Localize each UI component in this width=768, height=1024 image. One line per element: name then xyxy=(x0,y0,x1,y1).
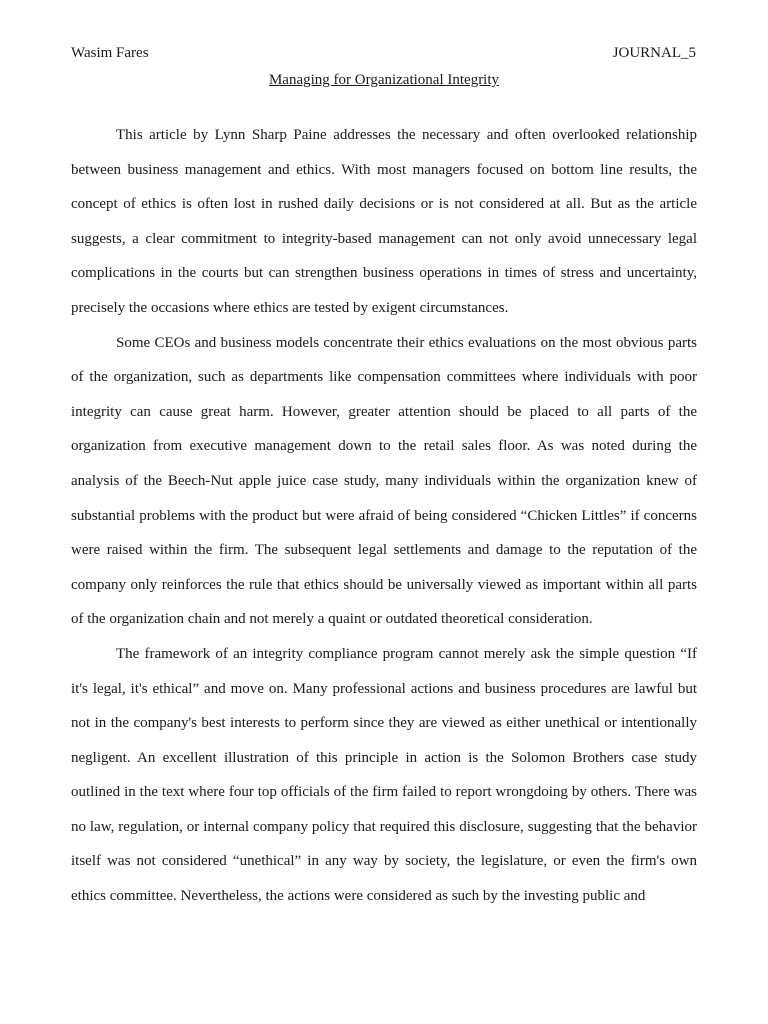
journal-label: JOURNAL_5 xyxy=(612,45,696,61)
paragraph-2: Some CEOs and business models concentrate their ethics evaluations on the most obvious parts of the organization, such as departments like compensation committees where individuals with poor integrity can cause great harm. However, greater attention should be placed to all parts of the organization from executive management down to the retail sales floor. As was noted during the analysis of the Beech-Nut apple juice case study, many individuals within the organization knew of substantial problems with the product but were afraid of being considered “Chicken Littles” if concerns were raised within the firm. The subsequent legal settlements and damage to the reputation of the company only reinforces the rule that ethics should be universally viewed as important within all parts of the organization chain and not merely a quaint or outdated theoretical consideration. xyxy=(71,334,697,628)
document-body xyxy=(71,118,697,914)
author-name: Wasim Fares xyxy=(71,45,149,61)
document-title-text: Managing for Organizational Integrity xyxy=(268,72,500,88)
document-title xyxy=(0,71,768,89)
paragraph-1: This article by Lynn Sharp Paine addresses the necessary and often overlooked relationship between business management and ethics. With most managers focused on bottom line results, the concept of ethics is often lost in rushed daily decisions or is not considered at all. But as the article suggests, a clear commitment to integrity-based management can not only avoid unnecessary legal complications in the courts but can strengthen business operations in times of stress and uncertainty, precisely the occasions where ethics are tested by exigent circumstances. xyxy=(71,127,697,316)
paragraph-3: The framework of an integrity compliance program cannot merely ask the simple question “If it's legal, it's ethical” and move on. Many professional actions and business procedures are lawful but not in the company's best interests to perform since they are viewed as either unethical or intentionally negligent. An excellent illustration of this principle in action is the Solomon Brothers case study outlined in the text where four top officials of the firm failed to report wrongdoing by others. There was no law, regulation, or internal company policy that required this disclosure, suggesting that the behavior itself was not considered “unethical” in any way by society, the legislature, or even the firm's own ethics committee. Nevertheless, the actions were considered as such by the investing public and xyxy=(71,645,697,905)
